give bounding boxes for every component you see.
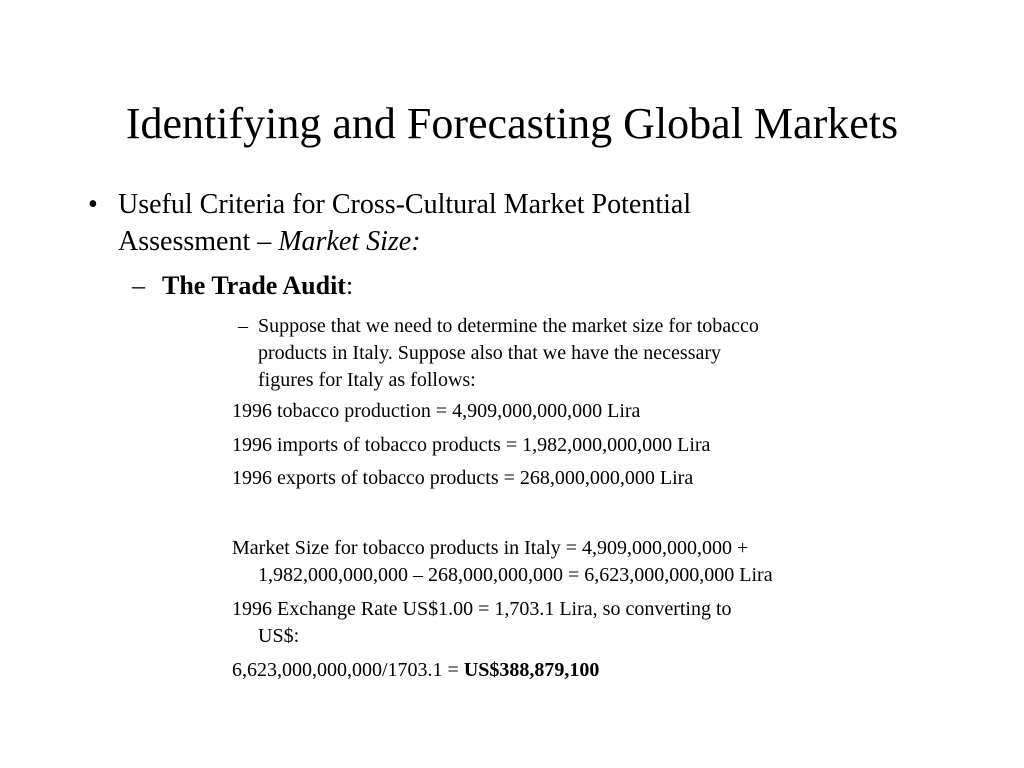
bullet-dot-icon: • [88, 189, 98, 220]
level3-line: figures for Italy as follows: [258, 369, 476, 391]
level3-bullet-text [258, 313, 759, 394]
figure-production: 1996 tobacco production = 4,909,000,000,000 Lira [232, 400, 641, 422]
result-value: US$388,879,100 [463, 659, 600, 681]
figure-imports: 1996 imports of tobacco products = 1,982,000,000,000 Lira [232, 434, 711, 456]
level1-line2-prefix: Assessment – [118, 226, 279, 257]
exchange-rate-line1: 1996 Exchange Rate US$1.00 = 1,703.1 Lira, so converting to [232, 598, 732, 620]
slide-title: Identifying and Forecasting Global Markets [125, 99, 899, 148]
trade-audit-label: The Trade Audit [162, 271, 346, 300]
market-size-text [232, 535, 773, 589]
level2-bullet-text [162, 270, 353, 302]
figure-exports: 1996 exports of tobacco products = 268,000,000,000 Lira [232, 467, 694, 489]
trade-audit-colon: : [345, 271, 354, 300]
level1-line2-italic: Market Size: [278, 226, 421, 257]
level3-dash: – [238, 315, 248, 337]
result-prefix: 6,623,000,000,000/1703.1 = [232, 659, 464, 681]
exchange-rate-line2: US$: [258, 625, 300, 647]
result-text [232, 657, 599, 684]
level1-bullet-text [118, 186, 691, 260]
level3-line: Suppose that we need to determine the market size for tobacco [258, 315, 759, 337]
level3-line: products in Italy. Suppose also that we have the necessary [258, 342, 722, 364]
level1-line1: Useful Criteria for Cross-Cultural Market Potential [118, 189, 692, 220]
market-size-line2: 1,982,000,000,000 – 268,000,000,000 = 6,623,000,000,000 Lira [258, 564, 773, 586]
level2-dash: – [132, 271, 145, 300]
market-size-line1: Market Size for tobacco products in Italy = 4,909,000,000,000 + [232, 537, 749, 559]
exchange-rate-text [232, 596, 732, 650]
